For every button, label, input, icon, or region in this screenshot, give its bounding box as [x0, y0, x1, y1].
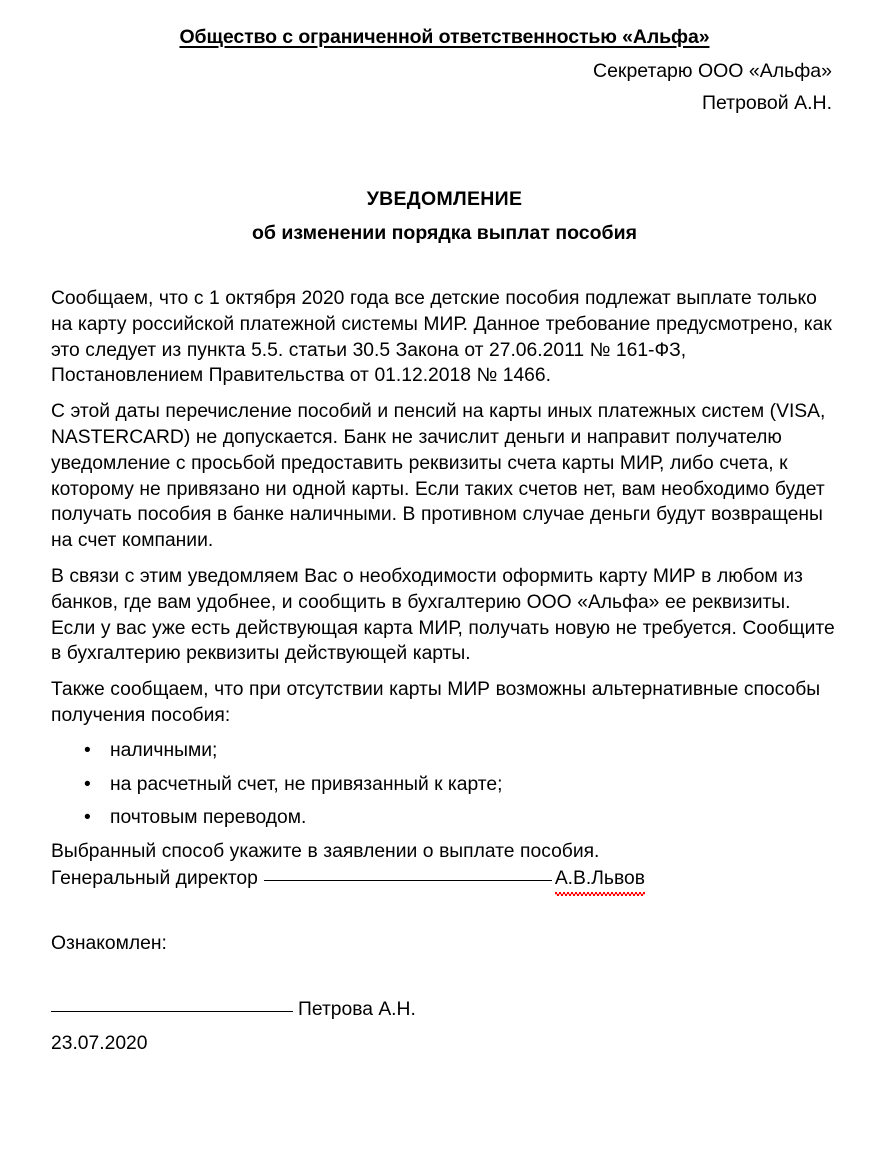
- paragraph-4: Также сообщаем, что при отсутствии карты МИР возможны альтернативные способы получения пособия:: [51, 679, 821, 726]
- list-item: [51, 738, 837, 764]
- document-body: [51, 286, 837, 875]
- director-title-label: Генеральный директор: [51, 868, 258, 889]
- addressee-line-1: Секретарю ООО «Альфа»: [593, 60, 832, 82]
- employee-signature-line: [51, 1011, 293, 1012]
- paragraph-3: В связи с этим уведомляем Вас о необходимости оформить карту МИР в любом из банков, где вам удобнее, и сообщить в бухгалтерию ООО «Альфа» ее реквизиты. Если у вас уже есть действующая карта МИР, получать новую не требуется. Сообщите в бухгалтерию реквизиты действующей карты.: [51, 565, 835, 665]
- addressee-line-2: Петровой А.Н.: [701, 92, 832, 114]
- director-signature-row: [51, 866, 645, 892]
- list-item-label: на расчетный счет, не привязанный к карте;: [110, 773, 503, 795]
- paragraph-1: Сообщаем, что с 1 октября 2020 года все детские пособия подлежат выплате только на карту российской платежной системы МИР. Данное требование предусмотрено, как это следует из пункта 5.5. статьи 30.5 Закона от 27.06.2011 № 161-ФЗ, Постановлением Правительства от 01.12.2018 № 1466.: [51, 288, 832, 387]
- organization-name: Общество с ограниченной ответственностью «Альфа»: [179, 26, 710, 48]
- list-item-label: почтовым переводом.: [110, 807, 307, 829]
- document-title: УВЕДОМЛЕНИЕ: [366, 188, 523, 210]
- list-item-label: наличными;: [110, 739, 218, 761]
- director-name: А.В.Львов: [555, 866, 645, 892]
- signature-date: 23.07.2020: [51, 1033, 148, 1054]
- list-item: [51, 772, 837, 798]
- director-signature-line: [264, 880, 552, 881]
- bullet-icon: •: [84, 739, 91, 761]
- organization-header: [0, 26, 889, 49]
- bullet-icon: •: [84, 807, 91, 829]
- payment-options-list: [51, 738, 837, 831]
- employee-name: Петрова А.Н.: [298, 999, 416, 1020]
- bullet-icon: •: [84, 773, 91, 795]
- list-item: [51, 805, 837, 831]
- document-subtitle: об изменении порядка выплат пособия: [252, 222, 637, 244]
- paragraph-2: С этой даты перечисление пособий и пенсий на карты иных платежных систем (VISA, NASTERCARD) не допускается. Банк не зачислит деньги и направит получателю уведомление с просьбой предоставить реквизиты счета карты МИР, либо счета, к которому не привязано ни одной карты. Если таких счетов нет, вам необходимо будет получать пособия в банке наличными. В противном случае деньги будут возвращены на счет компании.: [51, 401, 826, 552]
- employee-signature-row: [51, 997, 416, 1023]
- acknowledge-label: Ознакомлен:: [51, 933, 167, 954]
- closing-paragraph: Выбранный способ укажите в заявлении о выплате пособия.: [51, 841, 600, 863]
